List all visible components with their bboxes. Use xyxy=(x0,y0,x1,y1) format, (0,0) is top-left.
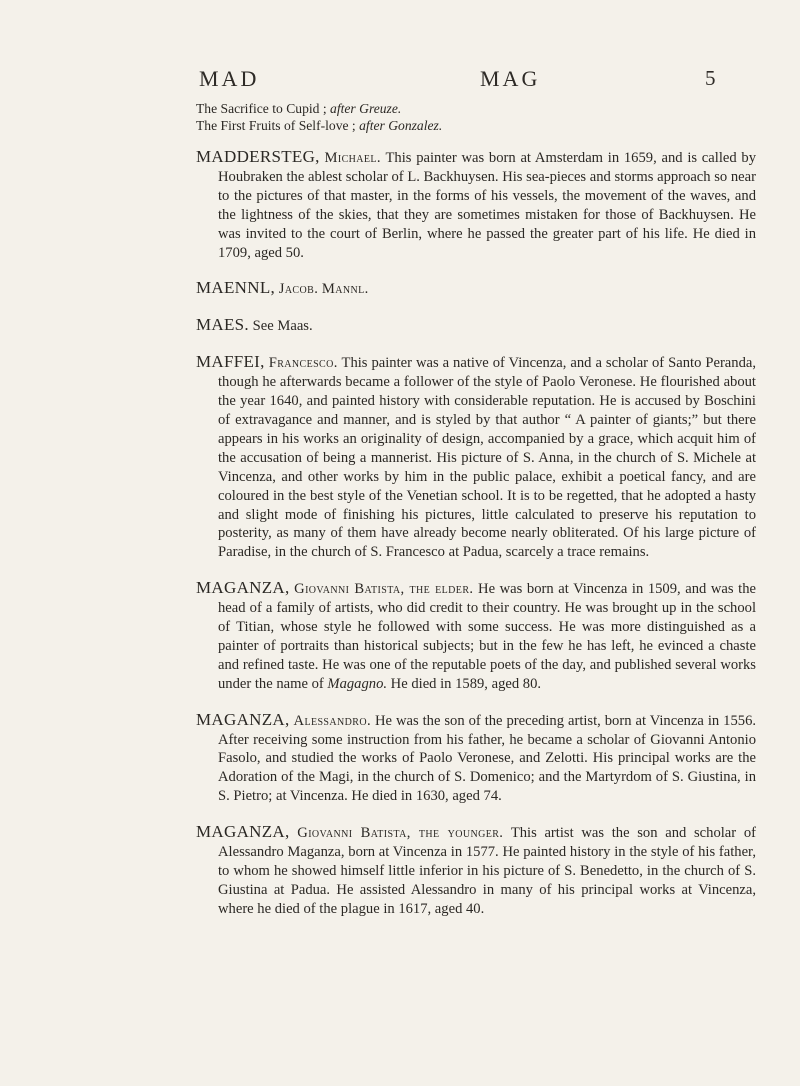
entry-tail: He died in 1589, aged 80. xyxy=(390,675,542,692)
entry-forename: Jacob. xyxy=(278,281,319,298)
entry-forename: Francesco. xyxy=(268,355,338,372)
entry-text: This painter was a native of Vincenza, and a scholar of Santo Peranda, though he afterwards became a follower of the style of Paolo Veronese. He flourished about the year 1640, and painted history with considerable reputation. He is accused by Boschini of extravagance and manner, and is styled by that author “ A painter of giants;” but there appears in his works an originality of design, accompanied by a grace, which acquit him of the accusation of being a mannerist. His picture of S. Anna, in the church of S. Michele at Vincenza, and other works by him in the public palace, exhibit a poetical fancy, and are coloured in the best style of the Venetian school. It is to be regetted, that he adopted a hasty and slight mode of finishing his pictures, little calculated to preserve his reputation to posterity, as many of them have already become nearly obliterated. Of his large picture of Paradise, in the church of S. Francesco at Padua, scarcely a trace remains. xyxy=(218,355,757,561)
entry-name: MAGANZA, xyxy=(196,709,290,729)
entry-name: MADDERSTEG, xyxy=(196,147,320,166)
entry-maganza-alessandro xyxy=(196,711,756,807)
artwork-title: The Sacrifice to Cupid ; xyxy=(196,101,327,116)
artwork-line xyxy=(196,117,756,134)
artwork-artist: Gonzalez. xyxy=(388,118,443,133)
running-header xyxy=(0,66,800,100)
entry-maennl xyxy=(196,279,756,299)
header-right-word: MAG xyxy=(480,66,541,91)
entry-maes xyxy=(196,316,756,336)
entry-text: Mannl. xyxy=(321,281,369,298)
entry-italic: Magagno. xyxy=(327,675,388,692)
entry-maffei xyxy=(196,353,756,562)
entry-name: MAGANZA, xyxy=(196,822,290,842)
entry-forename: Giovanni Batista, the elder. xyxy=(294,581,474,598)
artwork-line xyxy=(196,100,756,117)
artwork-title: The First Fruits of Self-love ; xyxy=(196,118,356,133)
entry-name: MAES. xyxy=(196,315,249,335)
page-content xyxy=(196,100,756,919)
entry-forename: Michael. xyxy=(324,150,381,166)
entry-text: This artist was the son and scholar of Alessandro Maganza, born at Vincenza in 1577. He painted history in the style of his father, to whom he showed himself little inferior in his picture of S. Benedetto, in the church of S. Giustina at Padua. He assisted Alessandro in many of his principal works at Vincenza, where he died of the plague in 1617, aged 40. xyxy=(218,825,756,917)
entry-forename: Giovanni Batista, the younger. xyxy=(297,825,504,842)
entry-text: He was the son of the preceding artist, born at Vincenza in 1556. After receiving some instruction from his father, he became a scholar of Giovanni Antonio Fasolo, and studied the works of Paolo Veronese, and Zelotti. His principal works are the Adoration of the Magi, in the church of S. Domenico; and the Martyrdom of S. Giustina, in S. Pietro; at Vincenza. He died in 1630, aged 74. xyxy=(218,712,757,805)
entry-maddersteg xyxy=(196,148,756,262)
header-left-word: MAD xyxy=(199,66,260,91)
entry-maganza-gb-younger xyxy=(196,823,756,919)
page-number: 5 xyxy=(705,66,716,90)
entry-name: MAFFEI, xyxy=(196,352,265,372)
artwork-artist: Greuze. xyxy=(359,101,402,116)
entry-name: MAENNL, xyxy=(196,278,276,298)
entry-maganza-gb-elder xyxy=(196,579,756,693)
artwork-after: after xyxy=(359,118,385,133)
entry-text: This painter was born at Amsterdam in 1659, and is called by Houbraken the ablest scholar of L. Backhuysen. His sea-pieces and storms approach so near to the pictures of that master, in the forms of his vessels, the movement of the waves, and the lightness of the skies, that they are sometimes mistaken for those of Backhuysen. He was invited to the court of Berlin, where he passed the greater part of his life. He died in 1709, aged 50. xyxy=(218,150,756,261)
artwork-after: after xyxy=(330,101,356,116)
entry-forename: Alessandro. xyxy=(293,712,371,729)
entry-text: He was born at Vincenza in 1509, and was the head of a family of artists, who did credit to their country. He was brought up in the school of Titian, whose style he followed with some success. He was more distinguished as a painter of portraits than historical subjects; but in the few he has left, he evinced a chaste and refined taste. He was one of the reputable poets of the day, and published several works under the name of xyxy=(218,581,756,692)
entry-text: See Maas. xyxy=(252,318,313,335)
entry-name: MAGANZA, xyxy=(196,578,290,598)
